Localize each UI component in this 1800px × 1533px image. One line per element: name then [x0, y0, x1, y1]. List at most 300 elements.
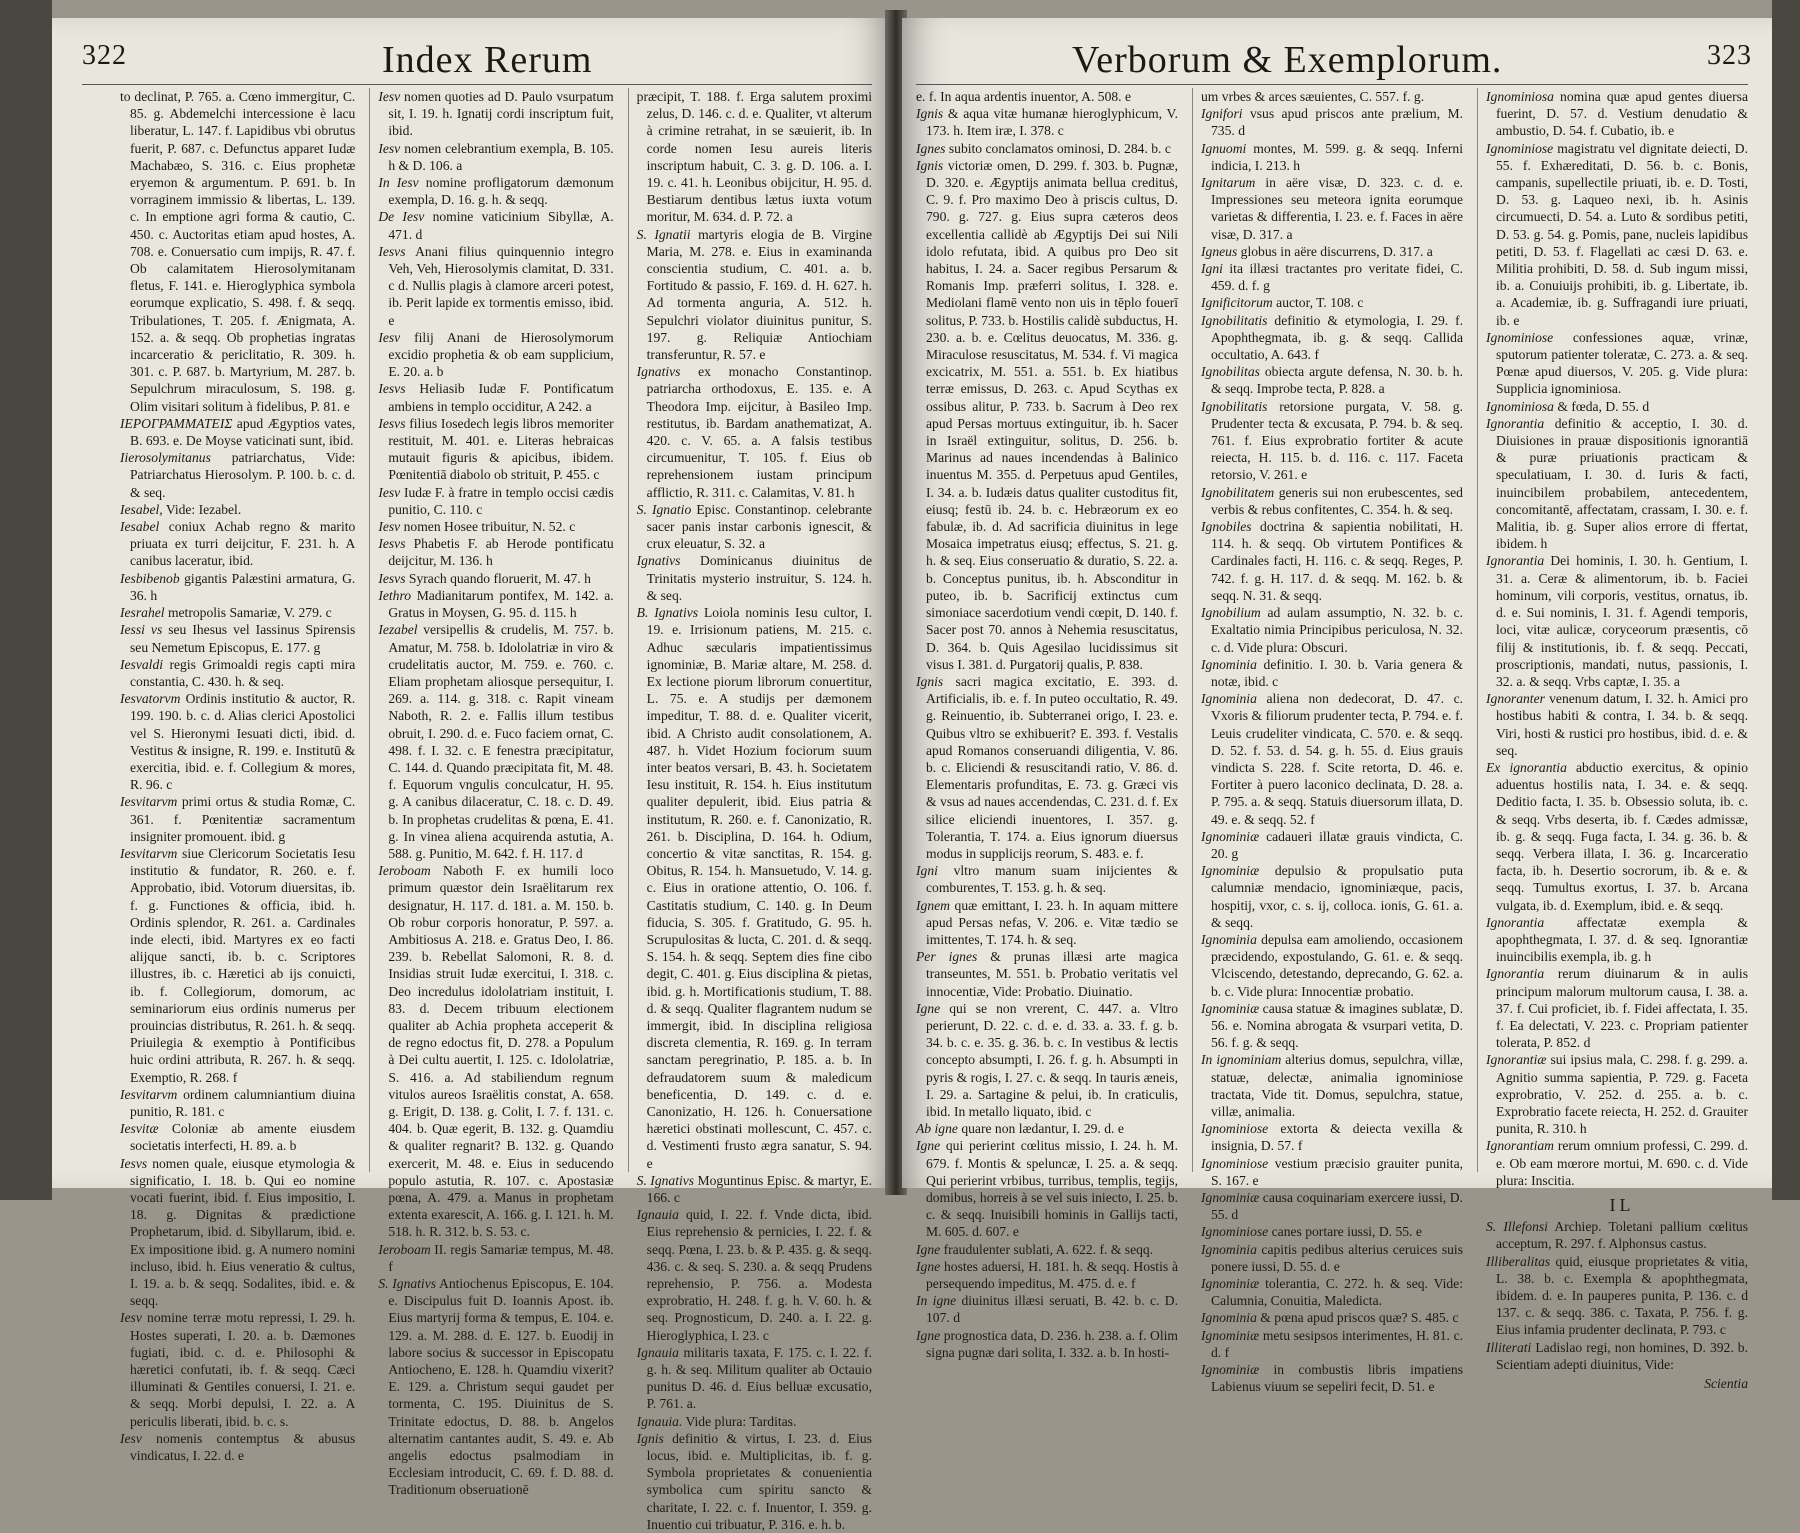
index-keyword: De Iesv	[378, 209, 425, 225]
index-keyword: Ignominiose	[1201, 1121, 1269, 1137]
index-entry	[120, 88, 355, 415]
index-keyword: Iesvs	[378, 570, 406, 586]
index-entry-text: Ordinis institutio & auctor, R. 199. 190. b. c. d. Alias clerici Apostolici vel S. Hieronymi Iesuati dicti, ibid. d. Vestitus & insigne, R. 199. e. Institutū & exercitia, ibid. e. f. Collegium & mores, R. 96. c	[130, 691, 356, 793]
index-keyword: Iesabel	[120, 519, 160, 535]
index-entry-text: quid, I. 22. f. Vnde dicta, ibid. Eius reprehensio & pernicies, I. 22. f. & seqq. Pœna, I. 23. b. & P. 435. g. & seqq. 436. c. & seq. S. 230. a. & seqq Prudens reprehensio, P. 756. a. Modesta exprobratio, H. 248. f. g. h. V. 60. h. & seq. Prognosticum, D. 240. a. I. 22. g. Hieroglyphica, I. 23. c	[646, 1207, 872, 1343]
index-keyword: Ignis	[916, 157, 944, 173]
index-keyword: Iethro	[378, 587, 412, 603]
index-keyword: Ignominiose	[1486, 329, 1554, 345]
index-entry-text: metu sesipsos interimentes, H. 81. c. d. f	[1211, 1327, 1464, 1360]
index-keyword: Ignauia	[636, 1344, 679, 1360]
index-entry	[378, 140, 613, 174]
index-entry	[1486, 965, 1748, 1051]
index-entry	[916, 673, 1178, 862]
index-entry	[1201, 1309, 1463, 1326]
index-keyword: In ignominiam	[1201, 1052, 1282, 1068]
index-entry	[120, 570, 355, 604]
index-entry	[120, 1155, 355, 1310]
index-keyword: Ieroboam	[378, 863, 431, 879]
index-keyword: Iesv	[378, 484, 401, 500]
index-entry-text: versipellis & crudelis, M. 757. b. Amatur, M. 758. b. Idololatriæ in viro & crudelitatis auctor, M. 759. e. 760. c. Eliam prophetam aliosque persequitur, I. 269. a. 114. g. 318. c. Rapit vineam Naboth, R. 2. e. Fallis illum testibus obruit, I. 290. d. e. Fuco faciem ornat, C. 498. f. I. 32. c. E fenestra præcipitatur, C. 144. d. Quando præcipitata fit, M. 48. f. Equorum vngulis conculcatur, H. 95. g. A canibus dilaceratur, C. 18. c. D. 49. b. In prophetas crudelitas & pœna, E. 41. g. In vinea aliena acquirenda astutia, A. 588. g. Punitio, M. 642. f. H. 117. d	[388, 622, 614, 861]
index-entry	[120, 604, 355, 621]
index-entry	[916, 948, 1178, 1000]
index-entry	[378, 518, 613, 535]
index-column	[120, 88, 356, 1464]
index-keyword: S. Ignativs	[636, 1172, 695, 1188]
index-entry-text: nomen quale, eiusque etymologia & significatio, I. 18. b. Qui eo nomine vocati fuerint, ibid. f. Eius impositio, I. 18. g. Dignitas & prædictione Prophetarum, ibid. d. Sibyllarum, ibid. e. Ex impositione ibid. g. A numero nomini incluso, ibid. h. Eius veneratio & cultus, I. 19. a. b. & seqq. Sodalites, ibid. e. & seqq.	[130, 1155, 356, 1309]
index-entry-text: & aqua vitæ humanæ hieroglyphicum, V. 173. h. Item iræ, I. 378. c	[926, 106, 1178, 139]
index-keyword: Ignis	[916, 673, 944, 689]
index-entry-text: gigantis Palæstini armatura, G. 36. h	[130, 570, 356, 603]
index-entry	[1201, 1223, 1463, 1240]
index-keyword: Ignominiose	[1201, 1224, 1269, 1240]
index-entry	[378, 862, 613, 1240]
index-entry-text: um vrbes & arces sæuientes, C. 557. f. g.	[1201, 89, 1425, 104]
index-keyword: Ignominia	[1201, 1310, 1257, 1326]
index-keyword: Ignorantia	[1486, 415, 1545, 431]
index-entry	[916, 1258, 1178, 1292]
index-entry	[378, 535, 613, 569]
index-entry-text: subito conclamatos ominosi, D. 284. b. c	[948, 140, 1171, 156]
index-entry	[1201, 363, 1463, 397]
index-entry-text: aliena non dedecorat, D. 47. c. Vxoris & filiorum prudenter tecta, P. 794. e. f. Leuis crudeliter vindicata, C. 570. e. & seqq. D. 52. f. 53. d. 54. g. h. 55. d. Eius grauis vindicta S. 228. f. Scite retorta, D. 46. e. Fortiter à puero laconico declinata, D. 28. a. P. 795. a. & seqq. Statuis diuersorum illata, D. 49. e. & seqq. 52. f	[1211, 691, 1464, 827]
index-entry	[120, 1086, 355, 1120]
index-entry-text: abductio exercitus, & opinio aduentus hostilis nata, I. 34. e. & seqq. Deditio facta, I. 35. b. Obsessio soluta, ib. c. & seqq. Vrbs deserta, ib. f. Cædes admissæ, ib. g. & seqq. Fuga facta, I. 34. g. 36. b. & seqq. Verbera illata, I. 36. g. Incarceratio facta, ib. h. Desertio socrorum, ib. & e. & seqq. Tumultus exortus, I. 37. b. Arcana vulgata, ib. d. Exemplum, ibid. e. & seqq.	[1496, 759, 1748, 913]
index-keyword: Iesv	[378, 140, 401, 156]
index-entry-text: generis sui non erubescentes, sed verbis & rebus confitentes, C. 354. h. & seq.	[1211, 484, 1463, 517]
index-entry	[1201, 1051, 1463, 1120]
index-keyword: Ignativs	[636, 364, 681, 380]
index-entry	[1486, 329, 1748, 398]
index-entry	[378, 88, 613, 140]
index-entry	[378, 380, 613, 414]
index-entry-text: ex monacho Constantinop. patriarcha orthodoxus, E. 135. e. A Theodora Imp. eijcitur, à Basileo Imp. restitutus, ib. Bardam anathematizat, A. 420. c. V. 65. a. A falsis testibus circumuenitur, T. 105. f. Eius ob reprehensionem iustam principum afflictio, R. 311. c. Calamitas, V. 81. h	[646, 364, 872, 500]
index-entry	[1201, 656, 1463, 690]
index-entry	[120, 690, 355, 793]
index-entry-text: Moguntinus Episc. & martyr, E. 166. c	[646, 1172, 872, 1205]
index-keyword: Iesvitæ	[120, 1121, 159, 1137]
index-keyword: Ignobilitatis	[1201, 398, 1268, 414]
index-entry-text: obiecta argute defensa, N. 30. b. h. & seqq. Improbe tecta, P. 828. a	[1211, 364, 1463, 397]
index-keyword: Ignorantiæ	[1486, 1052, 1547, 1068]
index-entry-text: to declinat, P. 765. a. Cœno immergitur, C. 85. g. Abdemelchi intercessione è lacu liberatur, L. 147. f. Lapidibus vbi obrutus fuerit, P. 687. c. Defunctus apparet Iudæ Machabæo, S. 316. c. Eius prophetæ eryemon & argumentum. P. 691. b. In vorraginem immissio & libertas, L. 139. c. In emptione agri forma & cautio, C. 450. c. Auctoritas etiam apud hostes, A. 708. e. Conuersatio cum impijs, R. 47. f. Ob calamitatem Hierosolymitanam fletus, F. 141. e. Hieroglyphica symbola eorumque explicatio, S. 498. f. & seqq. Tribulationes, T. 205. f. Ænigmata, A. 152. a. & seqq. Ob prophetias ingratas incarceratio & periclitatio, R. 309. h. 301. c. P. 687. b. Martyrium, M. 287. b. Sepulchrum miraculosum, S. 198. g. Olim visitari solitum à fidelibus, P. 81. e	[120, 89, 356, 414]
index-entry-text: diuinitus illæsi seruati, B. 42. b. c. D. 107. d	[926, 1293, 1178, 1326]
book-edge-left	[0, 0, 52, 1200]
index-keyword: Igne	[916, 1327, 941, 1343]
index-entry	[637, 1344, 872, 1413]
index-entry-text: nomine profligatorum dæmonum exempla, D. 16. g. h. & seqq.	[388, 175, 614, 208]
index-entry	[916, 1241, 1178, 1258]
index-entry	[1486, 1339, 1748, 1373]
index-entry	[378, 329, 613, 381]
section-letter-heading: IL	[1609, 1195, 1635, 1215]
right-columns	[916, 88, 1749, 1395]
index-entry-text: quid, eiusque proprietates & vitia, L. 38. b. c. Exempla & apophthegmata, ibidem. d. e. In pauperes punita, P. 136. c. d 137. c. & seqq. 386. c. Taxata, P. 756. f. g. Eius infamia prudenter declinata, P. 793. c	[1496, 1253, 1748, 1338]
index-entry-text: siue Clericorum Societatis Iesu institutio & fundator, R. 260. e. f. Approbatio, ibid. Votorum diuersitas, ib. f. g. Functiones & officia, ibid. h. Ordinis splendor, R. 261. a. Cardinales inde electi, ibid. Martyres ex eo facti alijque sancti, ib. b. c. Scriptores illustres, ib. c. Hæretici ab ijs conuicti, ib. f. Collegiorum, domorum, ac seminariorum eius ordinis numerus per prouincias distributus, R. 261. h. & seqq. Priuilegia & exemptio à Pontificibus huic ordini attributa, R. 267. h. & seqq. Exemptio, R. 268. f	[130, 845, 356, 1085]
index-entry	[120, 621, 355, 655]
index-entry-text: Antiochenus Episcopus, E. 104. e. Discipulus fuit D. Ioannis Apost. ib. Eius martyrij forma & tempus, E. 104. e. 129. a. M. 288. d. E. 127. b. Euodij in labore socius & successor in Episcopatu Antiocheno, E. 128. h. Quamdiu vixerit? E. 129. a. Christum sequi gaudet per tormenta, C. 195. Diuinitus de S. Trinitate edoctus, D. 88. b. Angelos alternatim cantantes audit, S. 49. e. Ab angelis edoctus psalmodiam in Ecclesiam introducit, C. 69. f. D. 88. d. Traditionum obseruationē	[388, 1276, 614, 1498]
index-keyword: Ignauia.	[636, 1413, 683, 1429]
index-keyword: Iesv	[378, 519, 401, 535]
index-keyword: Igni	[1201, 261, 1223, 277]
index-entry-text: patriarchatus, Vide: Patriarchatus Hierosolym. P. 100. b. c. d. & seq.	[130, 450, 356, 500]
index-entry	[1486, 1253, 1748, 1339]
index-entry	[916, 105, 1178, 139]
index-keyword: Ignis	[636, 1430, 664, 1446]
index-keyword: Iesvs	[378, 415, 406, 431]
index-entry-text: seu Ihesus vel Iassinus Spirensis seu Nemetum Episcopus, E. 177. g	[130, 622, 356, 655]
index-entry	[120, 845, 355, 1086]
index-entry	[1201, 690, 1463, 828]
index-entry	[1201, 518, 1463, 604]
index-entry	[637, 1172, 872, 1206]
index-keyword: Ignorantiam	[1486, 1138, 1554, 1154]
index-entry-text: retorsione purgata, V. 58. g. Prudenter tecta & excusata, P. 794. b. & seq. 761. f. Eius exprobratio fortiter & acute reiecta, H. 115. b. d. 116. c. 117. Faceta retorsio, V. 261. e	[1211, 398, 1463, 483]
catchword: Scientia	[1704, 1376, 1748, 1392]
index-entry-text: nomina quæ apud gentes diuersa fuerint, D. 57. d. Vestium denudatio & ambustio, D. 54. f. Cubatio, ib. e	[1496, 89, 1749, 139]
index-keyword: Iesvs	[378, 243, 406, 259]
index-entry	[378, 415, 613, 484]
index-entry	[1201, 484, 1463, 518]
index-column	[369, 88, 614, 1498]
index-keyword: Iesvs	[378, 536, 406, 552]
index-entry-text: definitio & acceptio, I. 30. d. Diuisiones in prauæ dispositionis ignorantiā & puræ priuationis practicam & speculatiuam, I. 30. d. Iuris & facti, inuincibilem probabilem, antecedentem, concomitantē, affectatam, crassam, I. 30. e. f. Malitia, ib. g. Super alios errore di ffertat, ibidem. h	[1496, 415, 1748, 552]
index-entry-text: venenum datum, I. 32. h. Amici pro hostibus habiti & contra, I. 34. b. & seqq. Viri, hosti & rustici pro hostibus, ibid. d. e. & seq.	[1496, 691, 1748, 758]
index-keyword: Ignobilitatem	[1201, 484, 1275, 500]
header-rule	[916, 84, 1748, 85]
index-entry-text: & prunas illæsi arte magica transeuntes, M. 551. b. Probatio veritatis vel innocentiæ, Vide: Probatio. Diuinatio.	[926, 949, 1178, 999]
index-entry	[378, 1241, 613, 1275]
index-entry-text: capitis pedibus alterius ceruices suis ponere iussi, D. 55. d. e	[1211, 1241, 1463, 1274]
index-entry-text: vestium præcisio grauiter punita, S. 167. e	[1211, 1155, 1463, 1188]
index-entry-text: Naboth F. ex humili loco primum quæstor dein Israëlitarum rex designatur, H. 117. d. 181. a. M. 150. b. Ob robur corporis honoratur, P. 597. a. Ambitiosus A. 218. e. Gratus Deo, I. 86. 239. b. Rebellat Salomoni, R. 8. d. Insidias struit Iudæ exercitui, I. 318. c. Deo incredulus idololatriam instituit, I. 83. d. Decem tribuum electionem qualiter ab Achia propheta acceperit & de regno edoctus fit, D. 278. a Populum à Dei cultu auertit, I. 125. c. Idololatriæ, S. 416. a. Ad stabiliendum regnum vitulos aureos Israëlitis constat, A. 658. g. Erigit, D. 138. g. Colit, I. 7. f. 131. c. 404. b. Quæ egerit, B. 132. g. Quamdiu & qualiter regnarit? B. 132. g. Quando exercerit, M. 48. e. Eius in seducendo populo astutia, R. 107. c. Apostasiæ pœna, A. 479. a. Manus in prophetam extenta exarescit, A. 166. g. I. 121. h. M. 518. h. R. 312. b. S. 53. c.	[388, 863, 614, 1240]
index-keyword: Iesvs	[120, 1155, 148, 1171]
index-keyword: Iesv	[378, 329, 401, 345]
index-keyword: Ignominiose	[1486, 140, 1554, 156]
index-entry	[1201, 604, 1463, 656]
index-entry-text: magistratu vel dignitate deiecti, D. 55. f. Exhæreditati, D. 56. b. c. Bonis, campanis, supellectile priuati, ib. e. D. Tosti, D. 53. g. Laqueo nexi, ib. h. Asinis circumuecti, D. 54. a. Luto & sordibus petiti, D. 53. g. 54. g. Pomis, pane, nucleis lapidibus petiti, D. 53. f. Flagellati ac cæsi D. 63. e. Militia prohibiti, D. 58. d. Sub ingum missi, ib. a. Conuiuijs prohibiti, ib. g. Libertate, ib. a. Academiæ, ib. g. Suffragandi iure priuati, ib. e	[1496, 140, 1748, 328]
index-entry-text: & fœda, D. 55. d	[1557, 398, 1650, 414]
index-keyword: Iesrahel	[120, 605, 165, 621]
index-entry-text: Archiep. Toletani pallium cœlitus acceptum, R. 297. f. Alphonsus castus.	[1496, 1219, 1748, 1252]
index-entry-text: Phabetis F. ab Herode pontificatu deijcitur, M. 136. h	[388, 536, 614, 569]
index-keyword: Ignobiles	[1201, 519, 1252, 535]
index-entry	[1486, 1137, 1748, 1189]
left-running-head: Index Rerum	[382, 39, 593, 81]
index-entry	[916, 1137, 1178, 1240]
index-keyword: Ignominiosa	[1486, 89, 1554, 104]
index-keyword: Ignativs	[636, 553, 681, 569]
index-entry	[1201, 140, 1463, 174]
index-entry	[1201, 1327, 1463, 1361]
index-entry-text: auctor, T. 108. c	[1276, 295, 1364, 311]
index-entry	[1201, 174, 1463, 243]
index-keyword: Ignuomi	[1201, 140, 1247, 156]
index-keyword: Iesvatorvm	[120, 691, 181, 707]
index-entry-text: Coloniæ ab amente eiusdem societatis interfecti, H. 89. a. b	[130, 1121, 356, 1154]
index-entry	[1486, 1051, 1748, 1137]
index-entry	[378, 208, 613, 242]
index-keyword: Ab igne	[916, 1121, 958, 1137]
index-entry-text: confessiones aquæ, vrinæ, sputorum patienter toleratæ, C. 273. a. & seq. Pœnæ apud diuersos, V. 205. g. Vide plura: Supplicia ignominiosa.	[1496, 329, 1748, 397]
index-keyword: Ignauia	[636, 1207, 679, 1223]
index-entry-text: Episc. Constantinop. celebrante sacer panis instar carbonis ignescit, & crux eleuatur, S. 32. a	[646, 501, 872, 552]
index-entry-text: depulsa eam amoliendo, occasionem præcidendo, expostulando, G. 61. e. & seqq. Vlciscendo, detestando, deprecando, G. 62. a. b. c. Vide plura: Innocentiæ probatio.	[1211, 931, 1463, 999]
header-rule	[82, 84, 872, 85]
index-entry	[378, 243, 613, 329]
index-entry	[120, 1120, 355, 1154]
index-entry-text: Dei hominis, I. 30. h. Gentium, I. 31. a. Ceræ & alimentorum, ib. b. Faciei hominum, vili corporis, vestitus, ornatus, ib. d. e. Sui nominis, I. 31. f. Agendi temporis, loci, vitæ aulicæ, coryceorum præsentis, cō filij & institutionis, ib. f. & seqq. Peccati, proscriptionis, mandati, nutus, passionis, I. 32. a. & seqq. Vrbs captæ, I. 35. a	[1496, 553, 1749, 689]
index-entry-text: in combustis libris impatiens Labienus viuum se sepeliri fecit, D. 51. e	[1211, 1362, 1464, 1395]
index-entry-text: sacri magica excitatio, E. 393. d. Artificialis, ib. e. f. In puteo occultatio, R. 49. g. Reinuentio, ib. Subterranei origo, I. 23. e. Quibus vltro se exhibuerit? E. 393. f. Vestalis apud Romanos conseruandi diligentia, V. 86. b. c. Eliciendi & resuscitandi ratio, V. 86. d. Elementaris profunditas, E. 73. g. Græci vis & vsus ad naues accendendas, C. 231. d. f. Ex silice eliciendi inuentores, I. 357. g. Tolerantia, T. 174. a. Eius ignorum diuersus modus in supplicijs reorum, S. 483. e. f.	[926, 673, 1178, 861]
index-keyword: Ignominia	[1201, 691, 1257, 707]
index-keyword: Ignorantia	[1486, 966, 1545, 982]
index-entry	[1201, 931, 1463, 1000]
index-keyword: Ignominiæ	[1201, 863, 1260, 879]
index-entry-text: vsus apud priscos ante prælium, M. 735. d	[1211, 106, 1463, 139]
index-entry	[637, 1206, 872, 1344]
right-running-head: Verborum & Exemplorum.	[1072, 39, 1503, 81]
index-entry-text: præcipit, T. 188. f. Erga salutem proximi zelus, D. 146. c. d. e. Qualiter, vt alterum à crimine retrahat, in se sæuierit, ib. In corde nomen Iesu aureis literis inscriptum habuit, C. 3. g. D. 106. a. I. 19. c. 41. h. Leonibus obijcitur, H. 95. d. Bestiarum dentibus lætus iuxta votum moritur, M. 634. d. P. 72. a	[636, 89, 872, 225]
index-keyword: Iessi vs	[120, 622, 163, 638]
index-entry-text: coniux Achab regno & marito priuata ex turri deijcitur, F. 231. h. A canibus laceratur, ibid.	[130, 519, 356, 569]
book-edge-right	[1772, 0, 1800, 1200]
index-keyword: Ignobilium	[1201, 605, 1261, 621]
index-entry-text: qui se non vrerent, C. 447. a. Vltro perierunt, D. 22. c. d. e. d. 33. a. 33. f. g. b. 34. b. c. e. 35. g. 36. b. c. In vestibus & lectis concepto absumpti, I. 26. f. g. h. Absumpti in pyris & rogis, I. 27. c. & seqq. In tauris æneis, I. 29. a. Sartagine & pelui, ib. In craticulis, ibid. In metallo liquato, ibid. c	[926, 1000, 1178, 1119]
index-keyword: In igne	[916, 1293, 957, 1309]
index-keyword: Igne	[916, 1241, 941, 1257]
index-keyword: Ignoranter	[1486, 691, 1545, 707]
index-keyword: Ignominiæ	[1201, 1276, 1260, 1292]
index-entry	[378, 484, 613, 518]
index-keyword: Iesv	[378, 89, 401, 104]
index-entry-text: tolerantia, C. 272. h. & seq. Vide: Calumnia, Conuitia, Maledicta.	[1211, 1276, 1463, 1309]
index-entry	[1201, 1189, 1463, 1223]
index-entry	[637, 1430, 872, 1533]
index-entry-text: hostes aduersi, H. 181. h. & seqq. Hostis à persequendo impeditus, M. 475. d. e. f	[926, 1258, 1178, 1292]
index-entry	[1201, 862, 1463, 931]
index-entry-text: Dominicanus diuinitus de Trinitatis mysterio instruitur, S. 124. h. & seq.	[646, 553, 872, 603]
index-entry-text: filius Iosedech legis libros memoriter restituit, M. 401. e. Literas hebraicas mutauit figuris & apicibus, ibidem. Pœnitentiā diabolo ob strituit, P. 455. c	[388, 415, 614, 483]
index-entry-text: II. regis Samariæ tempus, M. 48. f	[388, 1241, 614, 1274]
index-entry-text: Syrach quando floruerit, M. 47. h	[408, 570, 591, 586]
index-entry	[916, 862, 1178, 896]
index-entry	[637, 552, 872, 604]
index-keyword: Ignifori	[1201, 106, 1243, 122]
index-entry	[1201, 1275, 1463, 1309]
index-keyword: Ex ignorantia	[1486, 759, 1567, 775]
index-entry	[916, 1120, 1178, 1137]
left-columns	[120, 88, 872, 1532]
index-keyword: Ignominiosa	[1486, 398, 1554, 414]
index-entry	[916, 1292, 1178, 1326]
index-column	[1477, 88, 1749, 1392]
index-entry	[378, 587, 613, 621]
index-keyword: Iesvitarvm	[120, 794, 178, 810]
index-entry-text: doctrina & sapientia nobilitati, H. 114. h. & seqq. Ob virtutem Pontifices & Cardinales facti, H. 116. c. & seqq. Reges, P. 742. f. g. H. 117. d. & seqq. M. 162. b. & seqq. N. 31. & seqq.	[1211, 519, 1463, 603]
index-entry-text: Vide: Iezabel.	[165, 501, 242, 517]
index-keyword: Iesabel,	[120, 501, 163, 517]
index-keyword: Iesvaldi	[120, 656, 164, 672]
index-keyword: Ignem	[916, 897, 950, 913]
index-keyword: S. Illefonsi	[1486, 1219, 1548, 1235]
index-entry-text: quare non lædantur, I. 29. d. e	[961, 1121, 1124, 1137]
index-entry	[1486, 140, 1748, 329]
index-column	[916, 88, 1178, 1360]
index-entry	[637, 363, 872, 501]
index-entry	[120, 1430, 355, 1464]
index-keyword: S. Ignatio	[636, 501, 692, 517]
index-entry	[120, 415, 355, 449]
index-entry-text: extorta & deiecta vexilla & insignia, D. 57. f	[1211, 1121, 1463, 1154]
index-entry-text: nomine vaticinium Sibyllæ, A. 471. d	[388, 209, 614, 242]
index-keyword: Illiterati	[1486, 1339, 1532, 1355]
index-keyword: Ignorantia	[1486, 914, 1545, 930]
index-keyword: Iesvs	[378, 381, 406, 397]
index-entry	[1201, 1361, 1463, 1395]
index-entry	[1201, 828, 1463, 862]
index-entry	[1201, 312, 1463, 364]
index-entry-text: Vide plura: Tarditas.	[685, 1413, 797, 1429]
index-entry	[378, 570, 613, 587]
index-keyword: Ignificitorum	[1201, 295, 1273, 311]
index-entry	[916, 88, 1178, 105]
index-entry-text: victoriæ omen, D. 299. f. 303. b. Pugnæ, D. 320. e. Ægyptijs animata bellua credituṡ, C. 9. f. Pro maximo Deo à priscis cultus, D. 790. g. 727. g. Eius supra cæteros deos excellentia callidè ab Ægyptijs Dei sui Nili idolo refutata, ibid. A quibus pro Deo sit habitus, I. 24. a. Sacer regibus Persarum & Romanis Imp. præferri solitus, I. 328. e. Mediolani flamē vento non uis in tēplo fouerī solitus, P. 733. b. Hostilis calidè subductus, H. 230. a. b. e. Cœlitus deuocatus, M. 336. g. Miraculose resuscitatus, M. 534. f. Vi magica excicatrix, M. 551. a. 551. b. Ex hiatibus terræ emissus, D. 263. c. Apud Scythas ex ossibus alitur, P. 733. b. Sacrum à Deo rex apud Persas mortuus extinguitur, ib. h. Sacer in Israël extinguitur, solitus, D. 256. b. Marinus ad naues incendendas à Balinico inuentus M. 355. d. Perpetuus apud Gentiles, I. 34. a. b. Iudæis datus qualiter custoditus fit, eiusq; festū ib. 24. b. c. Hebræorum ex eo fabulæ, ib. d. Ad sacrificia diuinitus in lege Mosaica impetratus eiusq; effectus, S. 21. g. h. & seq. Eius conseruatio & duratio, S. 22. a. b. Conceptus punitus, ib. h. Absconditur in puteo, ib. b. Sacrificij extinctus cum simoniace sacerdotium vendi cœpit, D. 140. f. Sacer post 70. annos à Nehemia resuscitatus, D. 364. b. Quis Agesilao lucidissimus sit visus I. 381. d. Purgatorij qualis, P. 838.	[926, 157, 1178, 672]
index-entry	[1201, 260, 1463, 294]
index-entry	[1201, 1155, 1463, 1189]
index-entry	[1486, 759, 1748, 914]
index-entry	[120, 449, 355, 501]
index-entry	[120, 793, 355, 845]
index-entry-text: nomenis contemptus & abusus vindicatus, I. 22. d. e	[130, 1430, 356, 1464]
index-keyword: Ignobilitas	[1201, 364, 1260, 380]
index-entry	[916, 1327, 1178, 1361]
index-keyword: Iesvitarvm	[120, 845, 178, 861]
index-entry-text: sui ipsius mala, C. 298. f. g. 299. a. Agnitio summa sapientia, P. 729. g. Faceta exprobratio, V. 252. d. 255. a. b. c. Exprobratio facete reiecta, H. 252. d. Grauiter punita, R. 310. h	[1496, 1052, 1748, 1137]
index-keyword: Iesvitarvm	[120, 1086, 178, 1102]
index-entry	[378, 174, 613, 208]
index-keyword: B. Ignativs	[636, 605, 699, 621]
index-entry-text: nomine terræ motu repressi, I. 29. h. Hostes superati, I. 20. a. b. Dæmones fugiati, ibid. c. d. e. Philosophi & hæretici confutati, ib. f. & seqq. Cæci illuminati & Gentiles conuersi, I. 21. e. & seqq. Morbi depulsi, I. 22. a. A periculis liberati, ibid. b. c. s.	[130, 1310, 356, 1429]
index-entry-text: Madianitarum pontifex, M. 142. a. Gratus in Moysen, G. 95. d. 115. h	[388, 587, 614, 621]
index-entry-text: causa statuæ & imagines sublatæ, D. 56. e. Nomina abrogata & vsurpari vetita, D. 56. f. g. & seqq.	[1211, 1000, 1463, 1051]
index-entry-text: Heliasib Iudæ F. Pontificatum ambiens in templo occiditur, A 242. a	[388, 381, 614, 414]
index-keyword: Iesv	[120, 1430, 142, 1446]
index-entry-text: in aëre visæ, D. 323. c. d. e. Impressiones seu meteora ignita eorumque varietas & differentia, I. 23. e. f. Faces in aëre visæ, D. 317. a	[1211, 175, 1463, 242]
index-keyword: S. Ignatii	[636, 226, 691, 242]
index-entry-text: Anani filius quinquennio integro Veh, Veh, Hierosolymis clamitat, D. 331. c d. Nullis plagis à clamore arceri potest, ib. Perit lapide ex tormentis emisso, ibid. e	[388, 243, 614, 328]
index-entry	[1201, 88, 1463, 105]
index-entry	[1201, 1241, 1463, 1275]
index-keyword: Iesv	[120, 1310, 142, 1326]
index-column	[628, 88, 872, 1532]
index-keyword: Ignominiæ	[1201, 1000, 1260, 1016]
index-keyword: Ignorantia	[1486, 553, 1545, 569]
index-entry	[916, 897, 1178, 949]
index-entry-text: alterius domus, sepulchra, villæ, statuæ, delectæ, animalia ignominiose tractata, Vide tit. Domus, sepulchra, statue, villæ, animalia.	[1211, 1052, 1464, 1119]
index-entry-text: martyris elogia de B. Virgine Maria, M. 278. e. Eius in examinanda conscientia studium, C. 401. a. b. Fortitudo & passio, F. 169. d. H. 627. h. Ad tormenta anguria, A. 512. h. Sepulchri violator diuinitus punitur, S. 197. g. Reliquiæ Antiochiam transferuntur, R. 57. e	[646, 226, 872, 363]
index-keyword: S. Ignativs	[378, 1276, 437, 1292]
index-entry-text: vltro manum suam inijcientes & comburentes, T. 153. g. h. & seq.	[926, 863, 1178, 896]
index-entry-text: quæ emittant, I. 23. h. In aquam mittere apud Persas nefas, V. 206. e. Vitæ tædio se imittentes, T. 174. h. & seq.	[926, 897, 1178, 947]
index-keyword: Igne	[916, 1138, 941, 1154]
index-keyword: IEPOΓPAMMATEIΣ	[120, 415, 233, 431]
index-entry	[378, 621, 613, 862]
index-entry	[916, 1000, 1178, 1120]
index-entry-text: canes portare iussi, D. 55. e	[1271, 1224, 1422, 1240]
index-entry	[1486, 415, 1748, 553]
index-keyword: Ignominiæ	[1201, 1190, 1260, 1205]
index-entry-text: militaris taxata, F. 175. c. I. 22. f. g. h. & seq. Militum qualiter ab Octauio punitus D. 46. d. Eius belluæ excusatio, P. 761. a.	[646, 1344, 872, 1412]
index-keyword: Igne	[916, 1000, 941, 1016]
index-entry	[1486, 690, 1748, 759]
index-entry-text: prognostica data, D. 236. h. 238. a. f. Olim signa pugnæ dari solita, I. 332. a. b. In hosti-	[926, 1327, 1178, 1360]
index-entry	[1201, 1000, 1463, 1052]
index-entry	[637, 226, 872, 364]
index-keyword: Igne	[916, 1258, 941, 1274]
index-entry	[637, 604, 872, 1172]
index-entry-text: Ladislao regi, non homines, D. 392. b. Scientiam adepti diuinitus, Vide:	[1496, 1339, 1748, 1372]
index-keyword: In Iesv	[378, 175, 419, 191]
index-keyword: Ignominia	[1201, 656, 1257, 672]
index-entry-text: fraudulenter sublati, A. 622. f. & seqq.	[943, 1241, 1154, 1257]
index-entry-text: primi ortus & studia Romæ, C. 361. f. Pœnitentiæ sacramentum insigniter promouent. ibid. g	[130, 794, 356, 844]
index-entry-text: ita illæsi tractantes pro veritate fidei, C. 459. d. f. g	[1211, 261, 1464, 294]
index-entry-text: apud Ægyptios vates, B. 693. e. De Moyse vaticinati sunt, ibid.	[130, 415, 356, 449]
index-entry	[1201, 1120, 1463, 1154]
index-entry-text: e. f. In aqua ardentis inuentor, A. 508. e	[916, 89, 1132, 104]
right-page-number: 323	[1707, 40, 1752, 71]
index-entry	[637, 501, 872, 553]
index-entry	[1486, 1218, 1748, 1252]
index-entry-text: qui perierint cœlitus missio, I. 24. h. M. 679. f. Montis & speluncæ, I. 25. a. & seqq. Qui perierint vrbibus, turribus, templis, tegijs, domibus, horreis à se vel suis iniecto, I. 25. b. c. & seqq. Inuisibili hominis in Gallijs tacti, M. 605. d. 607. e	[926, 1138, 1178, 1240]
index-entry-text: rerum diuinarum & in aulis principum malorum multorum causa, I. 38. a. 37. f. Cui proficiet, ib. f. Fidei affectata, I. 35. f. Ea delectati, V. 223. c. Propriam patienter tolerata, P. 852. d	[1496, 966, 1749, 1051]
index-keyword: Ieroboam	[378, 1241, 431, 1257]
index-entry-text: definitio. I. 30. b. Varia genera & notæ, ibid. c	[1211, 656, 1463, 689]
index-keyword: Ignominia	[1201, 931, 1257, 947]
index-entry	[1486, 914, 1748, 966]
index-keyword: Ignes	[916, 140, 946, 156]
left-page	[52, 18, 890, 1532]
index-entry	[916, 157, 1178, 673]
index-keyword: Iezabel	[378, 622, 418, 638]
index-keyword: Ignominia	[1201, 1241, 1257, 1257]
index-entry	[120, 501, 355, 518]
index-entry	[637, 88, 872, 226]
index-entry-text: definitio & virtus, I. 23. d. Eius locus, ibid. e. Multiplicitas, ib. f. g. Symbola proprietates & conuenientia symbolica cum spiritu sancto & charitate, I. 22. c. f. Inuentor, I. 359. g. Inuentio cui tribuatur, P. 316. e. h. b.	[646, 1430, 872, 1532]
index-entry-text: depulsio & propulsatio puta calumniæ mendacio, ignominiæque, pacis, hospitij, vxor, c. s. ij, colloca. ionis, G. 61. a. & seqq.	[1211, 863, 1463, 930]
index-keyword: Iesbibenob	[120, 570, 180, 586]
index-entry-text: nomen celebrantium exempla, B. 105. h & D. 106. a	[388, 140, 614, 173]
index-entry-text: metropolis Samariæ, V. 279. c	[167, 605, 332, 621]
index-entry-text: Loiola nominis Iesu cultor, I. 19. e. Irrisionum patiens, M. 215. c. Adhuc sæcularis impatientissimus ignominiæ, B. Mariæ altare, M. 258. d. Ex lectione piorum librorum conuertitur, L. 75. e. A studijs per dæmonem impeditur, T. 88. d. e. Qualiter vicerit, ibid. A Christo audit consolationem, A. 487. h. Videt Hozium fociorum suum inter beatos versari, B. 43. h. Societatem Iesu instituit, R. 154. h. Eius institutum qualiter depulerit, ibid. Eius patria & institutum, R. 260. e. f. Canonizatio, R. 261. b. Disciplina, D. 164. h. Odium, concertio & vitæ sanctitas, R. 154. g. Obitus, R. 154. h. Mansuetudo, V. 14. g. c. Eius in oratione attentio, O. 106. f. Castitatis studium, C. 140. g. In Deum fiducia, S. 305. f. Gratitudo, G. 95. h. Scrupulositas & lucta, C. 201. d. & seqq. S. 154. h. & seqq. Septem dies fine cibo degit, C. 401. g. Eius disciplina & pietas, ibid. g. h. Mortificationis studium, T. 88. d. & seqq. Qualiter flagrantem nudum se immergit, ibid. In disciplina religiosa discreta clementia, R. 169. g. In terram sanctam peregrinatio, P. 185. a. b. In defraudatorem suum & maledicum beneficentia, D. 149. c. d. e. Canonizatio, H. 126. h. Conuersatione hæretici obstinati mollescunt, C. 457. c. d. Vestimenti frusto ægra sanatur, S. 94. e	[646, 605, 872, 1171]
index-entry	[1486, 552, 1748, 690]
index-entry-text: nomen quoties ad D. Paulo vsurpatum sit, I. 19. h. Ignatij cordi inscriptum fuit, ibid.	[388, 89, 614, 139]
index-entry	[378, 1275, 613, 1499]
index-entry	[637, 1413, 872, 1430]
index-keyword: Ignominiæ	[1201, 1327, 1260, 1343]
index-entry-text: cadaueri illatæ grauis vindicta, C. 20. g	[1211, 828, 1463, 861]
index-entry-text: affectatæ exempla & apophthegmata, I. 37. d. & seq. Ignorantiæ inuincibilis exempla, ib. g. h	[1496, 914, 1748, 965]
index-keyword: Ignominiæ	[1201, 1362, 1260, 1378]
index-entry	[1201, 105, 1463, 139]
left-page-number: 322	[82, 40, 127, 71]
index-entry-text: nomen Hosee tribuitur, N. 52. c	[403, 519, 576, 535]
index-entry-text: causa coquinariam exercere iussi, D. 55. d	[1211, 1190, 1463, 1223]
index-entry-text: & pœna apud priscos quæ? S. 485. c	[1260, 1310, 1459, 1326]
index-keyword: Ignitarum	[1201, 175, 1256, 191]
index-entry	[1486, 88, 1748, 140]
